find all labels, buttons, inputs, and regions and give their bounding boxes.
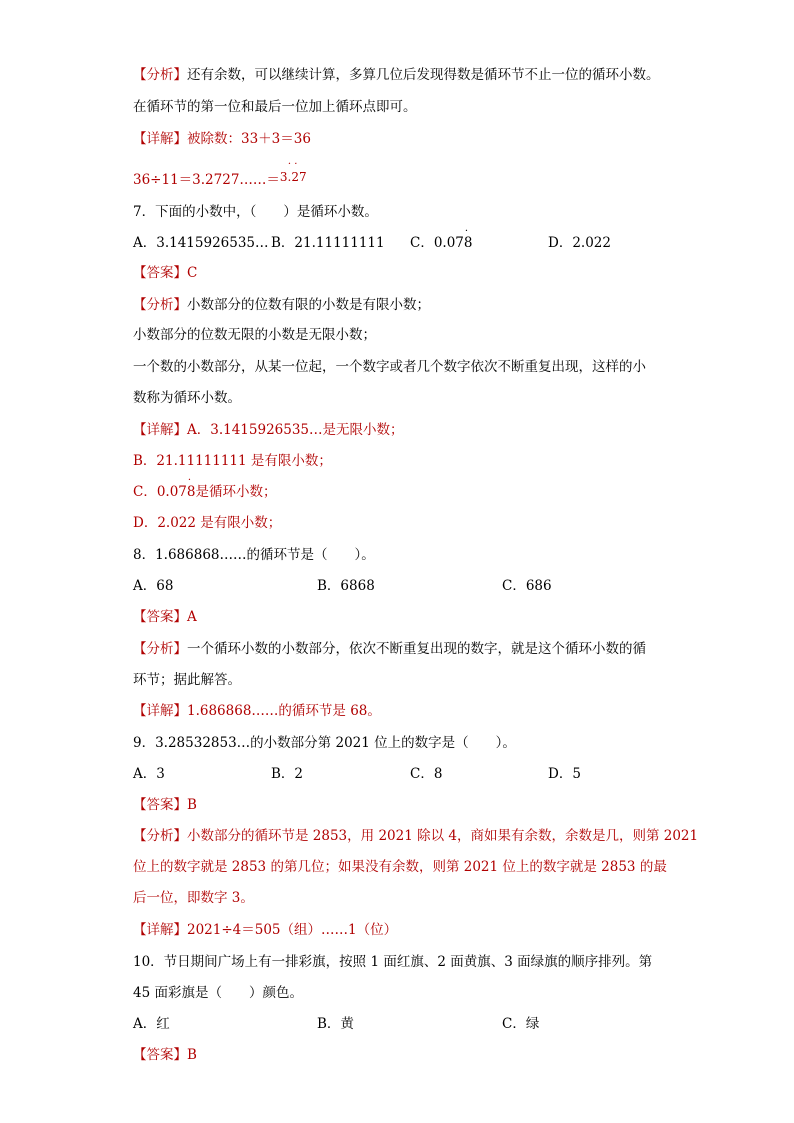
analysis-tag: 【分析】 (133, 67, 187, 83)
analysis-9-line-3 (133, 889, 254, 907)
option-c: C．686 (502, 578, 552, 594)
answer-tag: 【答案】 (133, 797, 187, 813)
option-d: D．5 (548, 766, 581, 782)
option-c-repeat-digit (463, 226, 473, 252)
question-10-text: 10．节日期间广场上有一排彩旗，按照 1 面红旗、2 面黄旗、3 面绿旗的顺序排列。第 (133, 954, 653, 970)
detail-tag: 【详解】 (133, 703, 187, 719)
detail-9-line-1 (133, 921, 397, 939)
answer-7 (133, 264, 197, 282)
detail-text: B．21.11111111 是有限小数； (133, 453, 332, 469)
detail-7-line-4 (133, 514, 281, 532)
question-7-text: 7．下面的小数中，（ ）是循环小数。 (133, 204, 378, 220)
option-a: A．3 (133, 766, 165, 782)
question-7 (133, 203, 378, 221)
analysis-tag: 【分析】 (133, 297, 187, 313)
question-9-options (133, 765, 733, 783)
analysis-7-line-1 (133, 296, 430, 314)
detail-text: 1.686868……的循环节是 68。 (187, 703, 381, 719)
question-10-options (133, 1015, 733, 1033)
repeat-value: 3.27 (279, 170, 307, 184)
detail-text: 是循环小数； (195, 484, 277, 500)
analysis-text-2: 在循环节的第一位和最后一位加上循环点即可。 (133, 99, 417, 115)
analysis-7-line-3 (133, 358, 646, 376)
detail-tag: 【详解】 (133, 422, 187, 438)
analysis-9-line-2 (133, 858, 667, 876)
detail-tag: 【详解】 (133, 922, 187, 938)
detail-text: 被除数：33＋3＝36 (187, 131, 311, 147)
answer-9 (133, 796, 197, 814)
analysis-text: 后一位，即数字 3。 (133, 890, 254, 906)
question-10-line-1 (133, 953, 652, 971)
analysis-tag: 【分析】 (133, 828, 187, 844)
question-8 (133, 546, 375, 564)
analysis-8-line-1 (133, 640, 646, 658)
question-8-options (133, 577, 733, 595)
detail-text: D．2.022 是有限小数； (133, 515, 282, 531)
question-10-line-2 (133, 984, 303, 1002)
option-d: D．2.022 (548, 235, 611, 251)
option-b: B．2 (271, 766, 304, 782)
detail-calc: 36÷11＝3.2727……＝ (133, 172, 280, 188)
analysis-tag: 【分析】 (133, 641, 187, 657)
option-a: A．68 (133, 578, 174, 594)
repeat-dots: · · (287, 159, 298, 170)
answer-tag: 【答案】 (133, 265, 187, 281)
analysis-text: 还有余数，可以继续计算，多算几位后发现得数是循环节不止一位的循环小数。 (187, 67, 660, 83)
answer-value: C (187, 265, 198, 281)
repeat-dot: · (187, 475, 192, 486)
answer-value: B (187, 797, 197, 813)
analysis-text: 一个数的小数部分，从某一位起，一个数字或者几个数字依次不断重复出现，这样的小 (133, 359, 646, 375)
question-7-options (133, 226, 733, 252)
detail-text: C．0.07 (133, 484, 187, 500)
option-c: C．8 (410, 766, 443, 782)
detail-text: A．3.1415926535…是无限小数； (187, 422, 404, 438)
option-c: C．绿 (502, 1016, 540, 1032)
repeat-digit: 8 (463, 235, 473, 251)
answer-tag: 【答案】 (133, 609, 187, 625)
analysis-line-1 (133, 66, 660, 84)
detail-7-line-1 (133, 421, 404, 439)
repeating-decimal (279, 159, 310, 184)
detail-tag: 【详解】 (133, 131, 187, 147)
question-8-text: 8．1.686868……的循环节是（ ）。 (133, 547, 375, 563)
analysis-text: 小数部分的循环节是 2853，用 2021 除以 4，商如果有余数，余数是几，则第 2021 (187, 828, 699, 844)
repeat-digit: 8 (186, 484, 196, 500)
analysis-text: 小数部分的位数有限的小数是有限小数； (187, 297, 430, 313)
analysis-text: 小数部分的位数无限的小数是无限小数； (133, 327, 376, 343)
detail-8-line-1 (133, 702, 381, 720)
option-a: A．3.1415926535… (133, 235, 269, 251)
option-c-prefix: C．0.07 (410, 235, 464, 251)
question-9 (133, 734, 516, 752)
repeat-dot: · (464, 226, 469, 237)
answer-8 (133, 608, 197, 626)
analysis-7-line-4 (133, 389, 241, 407)
option-b: B．6868 (317, 578, 375, 594)
answer-tag: 【答案】 (133, 1047, 187, 1063)
option-b: B．黄 (317, 1016, 354, 1032)
option-a: A．红 (133, 1016, 170, 1032)
detail-line-1 (133, 130, 311, 148)
analysis-text: 环节；据此解答。 (133, 672, 241, 688)
analysis-line-2 (133, 98, 417, 116)
detail-text: 2021÷4＝505（组）……1（位） (187, 922, 398, 938)
detail-line-2 (133, 159, 310, 189)
answer-value: B (187, 1047, 197, 1063)
question-10-text: 45 面彩旗是（ ）颜色。 (133, 985, 303, 1001)
option-b: B．21.11111111 (271, 235, 385, 251)
answer-value: A (187, 609, 197, 625)
analysis-7-line-2 (133, 326, 376, 344)
analysis-8-line-2 (133, 671, 241, 689)
answer-10 (133, 1046, 197, 1064)
analysis-text: 位上的数字就是 2853 的第几位；如果没有余数，则第 2021 位上的数字就是 2853 的最 (133, 859, 667, 875)
option-c (410, 226, 473, 252)
detail-7-line-2 (133, 452, 332, 470)
repeat-digit-mark (186, 475, 196, 501)
analysis-text: 一个循环小数的小数部分，依次不断重复出现的数字，就是这个循环小数的循 (187, 641, 646, 657)
analysis-text: 数称为循环小数。 (133, 390, 241, 406)
question-9-text: 9．3.28532853…的小数部分第 2021 位上的数字是（ ）。 (133, 735, 516, 751)
detail-7-line-3 (133, 475, 277, 501)
analysis-9-line-1 (133, 827, 698, 845)
